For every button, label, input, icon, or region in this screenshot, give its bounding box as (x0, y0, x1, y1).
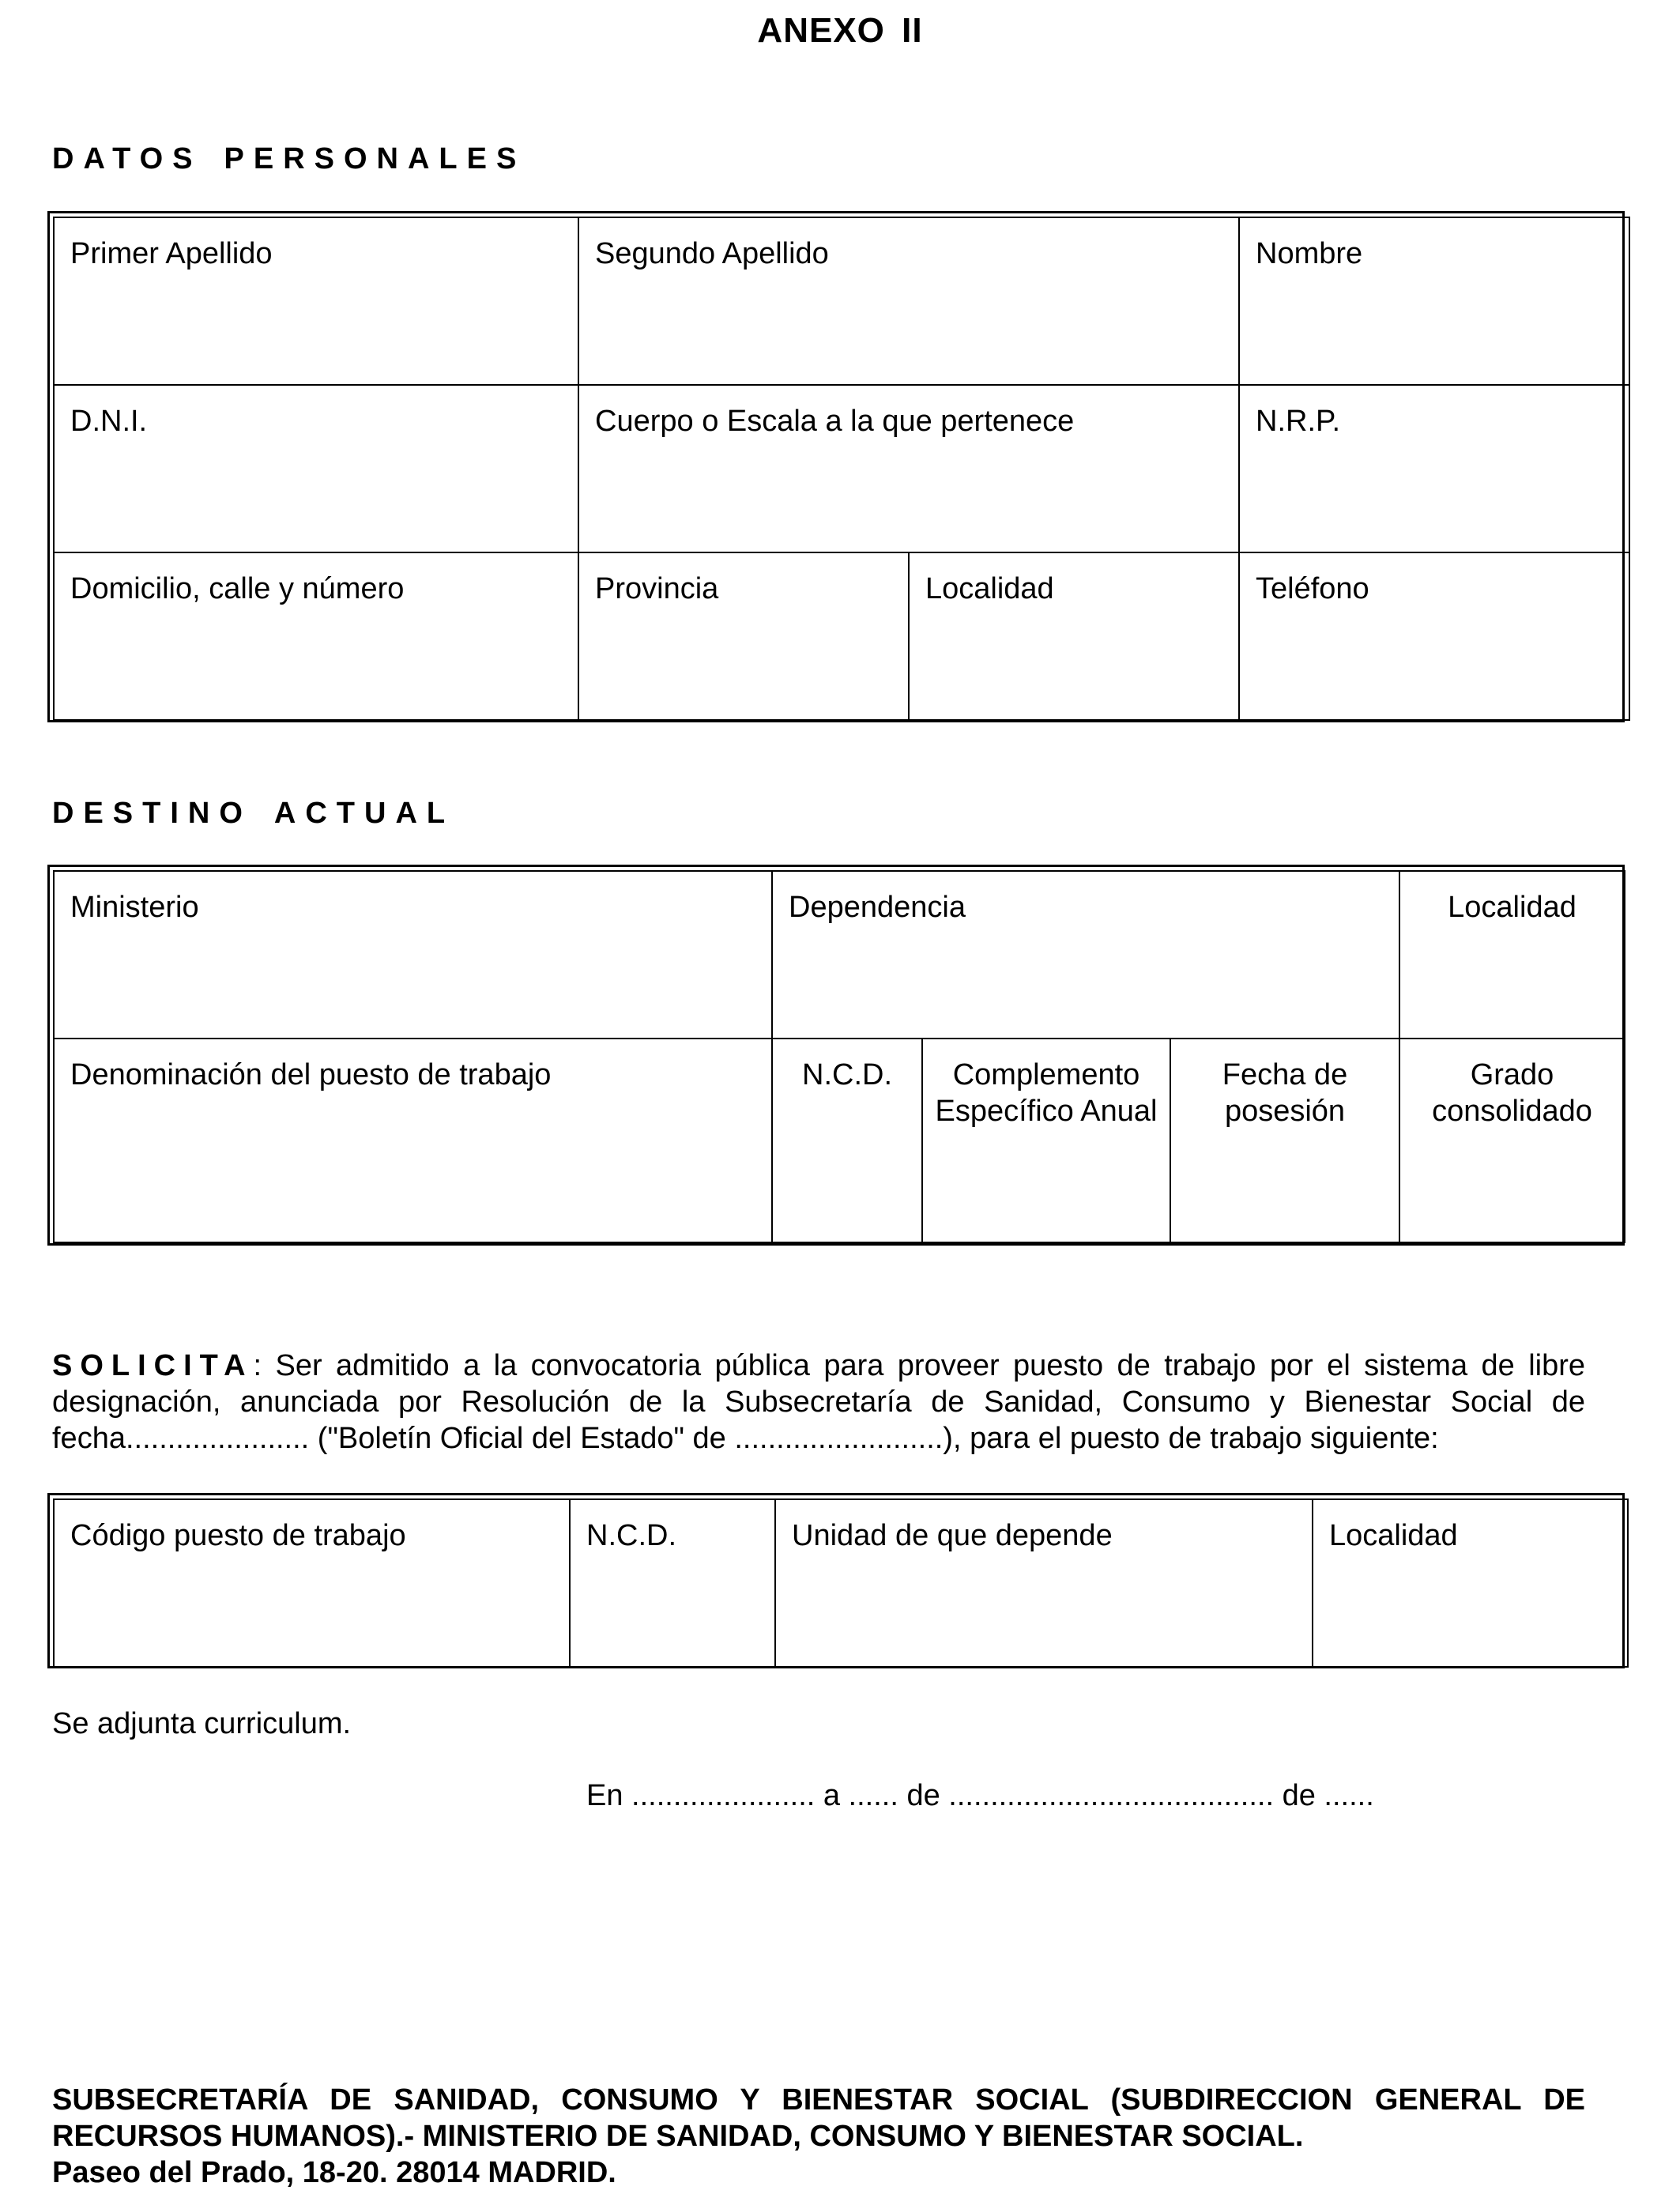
section-heading-datos-personales (52, 142, 548, 176)
table-row (54, 217, 1629, 385)
footer-line: RECURSOS HUMANOS).- MINISTERIO DE SANIDAD, CONSUMO Y BIENESTAR SOCIAL. (52, 2120, 1304, 2153)
solicita-lead: SOLICITA (52, 1349, 254, 1382)
document-title: ANEXO II (757, 11, 923, 50)
footer-address (52, 2082, 1585, 2191)
field-provincia[interactable]: Provincia (578, 552, 909, 720)
table-row (54, 552, 1629, 720)
field-nrp[interactable]: N.R.P. (1239, 385, 1629, 552)
field-dni[interactable]: D.N.I. (54, 385, 578, 552)
field-ministerio[interactable]: Ministerio (54, 871, 772, 1039)
datos-personales-table (47, 211, 1625, 722)
field-localidad-destino[interactable]: Localidad (1399, 871, 1625, 1039)
field-cuerpo-escala[interactable]: Cuerpo o Escala a la que pertenece (578, 385, 1239, 552)
puesto-solicitado-table (47, 1493, 1625, 1668)
field-ncd[interactable]: N.C.D. (772, 1039, 922, 1242)
field-localidad-puesto[interactable]: Localidad (1313, 1499, 1628, 1667)
fecha-firma-linea: En ...................... a ...... de ....................................... de ...... (586, 1779, 1374, 1812)
field-codigo-puesto[interactable]: Código puesto de trabajo (54, 1499, 570, 1667)
table-row (54, 1039, 1625, 1242)
heading-word: PERSONALES (224, 142, 526, 175)
field-grado-consolidado[interactable]: Grado consolidado (1399, 1039, 1625, 1242)
destino-actual-table (47, 865, 1625, 1246)
field-denominacion-puesto[interactable]: Denominación del puesto de trabajo (54, 1039, 772, 1242)
heading-word: DATOS (52, 142, 202, 175)
solicita-paragraph (52, 1348, 1585, 1457)
table-row (54, 871, 1625, 1039)
table-row (54, 385, 1629, 552)
field-complemento-especifico[interactable]: Complemento Específico Anual (922, 1039, 1170, 1242)
field-fecha-posesion[interactable]: Fecha de posesión (1170, 1039, 1399, 1242)
footer-line: Paseo del Prado, 18-20. 28014 MADRID. (52, 2156, 616, 2189)
field-dependencia[interactable]: Dependencia (772, 871, 1399, 1039)
field-segundo-apellido[interactable]: Segundo Apellido (578, 217, 1239, 385)
field-nombre[interactable]: Nombre (1239, 217, 1629, 385)
field-localidad[interactable]: Localidad (909, 552, 1239, 720)
table-row (54, 1499, 1628, 1667)
section-heading-destino-actual (52, 797, 477, 831)
field-unidad-depende[interactable]: Unidad de que depende (775, 1499, 1313, 1667)
field-domicilio[interactable]: Domicilio, calle y número (54, 552, 578, 720)
heading-word: DESTINO (52, 797, 252, 830)
field-telefono[interactable]: Teléfono (1239, 552, 1629, 720)
field-ncd-puesto[interactable]: N.C.D. (570, 1499, 775, 1667)
heading-word: ACTUAL (273, 797, 455, 830)
adjunta-curriculum: Se adjunta curriculum. (52, 1707, 352, 1740)
footer-line: SUBSECRETARÍA DE SANIDAD, CONSUMO Y BIENESTAR SOCIAL (SUBDIRECCION GENERAL DE (52, 2083, 1585, 2117)
solicita-text: : Ser admitido a la convocatoria pública para proveer puesto de trabajo por el sistema de libre designación, anunciada por Resolución de la Subsecretaría de Sanidad, Consumo y Bienestar Social de fecha...................... ("Boletín Oficial del Estado" de .........................), para el puesto de trabajo siguiente: (52, 1349, 1585, 1455)
field-primer-apellido[interactable]: Primer Apellido (54, 217, 578, 385)
